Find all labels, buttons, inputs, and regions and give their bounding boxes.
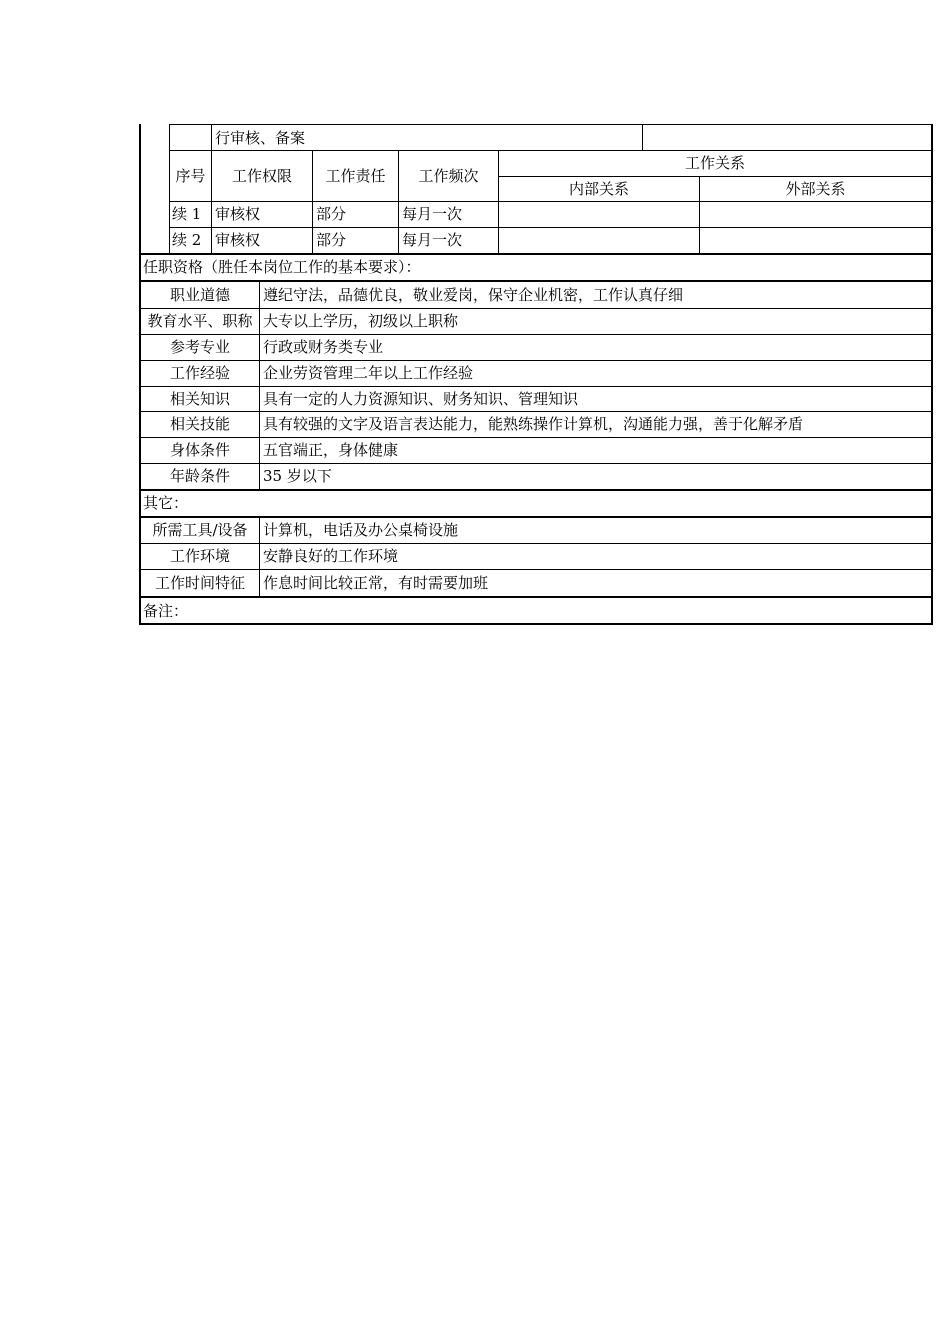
rule: [259, 282, 260, 490]
other-value: 作息时间比较正常，有时需要加班: [263, 574, 489, 592]
rule: [169, 124, 932, 125]
header-external: 外部关系: [785, 180, 846, 198]
rule: [642, 124, 643, 150]
qual-label: 身体条件: [169, 441, 230, 459]
row-frequency: 每月一次: [402, 231, 463, 249]
rule: [169, 124, 170, 253]
row-authority: 审核权: [215, 231, 261, 249]
rule: [498, 176, 932, 177]
rule: [169, 201, 932, 202]
frame-right: [931, 124, 933, 625]
row-responsibility: 部分: [316, 231, 347, 249]
other-label: 所需工具/设备: [152, 521, 248, 539]
other-label: 工作时间特征: [154, 574, 245, 592]
header-frequency: 工作频次: [418, 167, 479, 185]
qual-value: 行政或财务类专业: [263, 338, 384, 356]
other-value: 安静良好的工作环境: [263, 547, 399, 565]
row-no: 续 1: [172, 205, 202, 223]
frame-bottom: [139, 623, 933, 625]
row-authority: 审核权: [215, 205, 261, 223]
rule-thick: [139, 253, 933, 255]
qual-value: 具有一定的人力资源知识、财务知识、管理知识: [263, 390, 579, 408]
qual-value: 大专以上学历，初级以上职称: [263, 312, 459, 330]
qual-value: 具有较强的文字及语言表达能力，能熟练操作计算机，沟通能力强，善于化解矛盾: [263, 415, 804, 433]
qual-value: 五官端正，身体健康: [263, 441, 399, 459]
qual-label: 年龄条件: [169, 467, 230, 485]
qual-label: 工作经验: [169, 364, 230, 382]
rule: [398, 150, 399, 253]
header-responsibility: 工作责任: [325, 167, 386, 185]
header-internal: 内部关系: [568, 180, 629, 198]
other-value: 计算机，电话及办公桌椅设施: [263, 521, 459, 539]
qual-value: 35 岁以下: [263, 467, 332, 485]
rule: [259, 518, 260, 597]
rule: [312, 150, 313, 253]
other-label: 工作环境: [169, 547, 230, 565]
qual-value: 企业劳资管理二年以上工作经验: [263, 364, 474, 382]
qual-value: 遵纪守法，品德优良，敬业爱岗，保守企业机密，工作认真仔细: [263, 286, 684, 304]
qual-label: 职业道德: [169, 286, 230, 304]
header-authority: 工作权限: [231, 167, 292, 185]
qual-label: 相关技能: [169, 415, 230, 433]
rule: [169, 227, 932, 228]
qual-label: 教育水平、职称: [147, 312, 253, 330]
qual-label: 参考专业: [169, 338, 230, 356]
remarks-title: 备注：: [143, 602, 189, 620]
other-title: 其它：: [143, 494, 189, 512]
row-frequency: 每月一次: [402, 205, 463, 223]
qualifications-title: 任职资格（胜任本岗位工作的基本要求）：: [143, 258, 421, 276]
rule: [169, 150, 932, 151]
row-responsibility: 部分: [316, 205, 347, 223]
rule: [211, 124, 212, 253]
continued-cell-text: 行审核、备案: [215, 129, 306, 147]
row-no: 续 2: [172, 231, 202, 249]
qual-label: 相关知识: [169, 390, 230, 408]
header-no: 序号: [175, 167, 206, 185]
header-relations: 工作关系: [684, 154, 745, 172]
